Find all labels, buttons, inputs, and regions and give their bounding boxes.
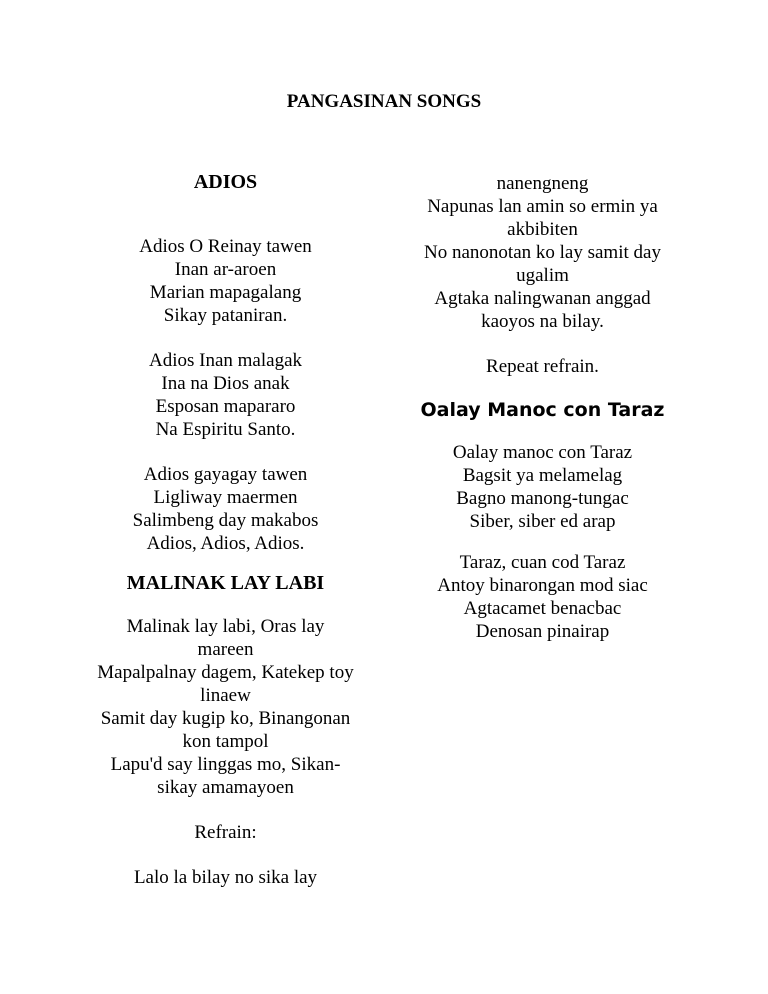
oalay-stanza-1 (405, 441, 680, 533)
lyric-line: Adios O Reinay tawen (139, 236, 312, 257)
lyric-line: nanengneng (496, 173, 589, 194)
lyric-line: Salimbeng day makabos (132, 510, 319, 531)
lyric-line: Ina na Dios anak (161, 373, 290, 394)
lyric-line: Lapu'd say linggas mo, Sikan- (110, 754, 341, 775)
lyric-line: Napunas lan amin so ermin ya (427, 196, 658, 217)
lyric-line: linaew (200, 685, 251, 706)
lyric-line: sikay amamayoen (157, 777, 294, 798)
lyric-line: kaoyos na bilay. (481, 311, 604, 332)
lyric-line: Malinak lay labi, Oras lay (126, 616, 325, 637)
malinak-continuation (405, 172, 680, 333)
lyric-line: Oalay manoc con Taraz (452, 442, 633, 463)
lyric-line: Adios gayagay tawen (143, 464, 308, 485)
lyric-line: ugalim (516, 265, 569, 286)
lyric-line: Adios, Adios, Adios. (146, 533, 305, 554)
lyric-line: Adios Inan malagak (148, 350, 302, 371)
lyric-line: Bagsit ya melamelag (462, 465, 623, 486)
lyric-line: Refrain: (194, 822, 257, 843)
lyric-line: Sikay pataniran. (163, 305, 288, 326)
lyric-line: Samit day kugip ko, Binangonan (100, 708, 351, 729)
lyric-line: Repeat refrain. (486, 356, 599, 377)
lyric-line: Siber, siber ed arap (469, 511, 616, 532)
lyric-line: Taraz, cuan cod Taraz (459, 552, 626, 573)
lyric-line: Esposan mapararo (155, 396, 296, 417)
adios-stanza-3 (84, 463, 367, 555)
song-title-adios: ADIOS (193, 171, 258, 193)
adios-stanza-2 (84, 349, 367, 441)
repeat-refrain-note (405, 355, 680, 378)
adios-stanza-1 (84, 235, 367, 327)
lyric-line: Marian mapagalang (149, 282, 302, 303)
lyric-line: mareen (197, 639, 254, 660)
lyric-line: No nanonotan ko lay samit day (424, 242, 661, 263)
lyric-line: Agtacamet benacbac (463, 598, 622, 619)
right-column (405, 172, 680, 643)
lyric-line: Antoy binarongan mod siac (437, 575, 648, 596)
lyric-line: Ligliway maermen (153, 487, 298, 508)
lyric-line: Bagno manong-tungac (456, 488, 629, 509)
lyric-line: Denosan pinairap (475, 621, 610, 642)
lyric-line: Agtaka nalingwanan anggad (434, 288, 651, 309)
song-title-malinak-lay-labi: MALINAK LAY LABI (126, 572, 325, 594)
lyric-line: akbibiten (507, 219, 578, 240)
lyric-line: kon tampol (182, 731, 269, 752)
lyric-line: Mapalpalnay dagem, Katekep toy (97, 662, 354, 683)
lyric-line: Na Espiritu Santo. (155, 419, 296, 440)
refrain-label (84, 821, 367, 844)
left-column (84, 170, 367, 889)
song-title-oalay-manoc-con-taraz: Oalay Manoc con Taraz (420, 399, 665, 421)
oalay-stanza-2 (405, 551, 680, 643)
lyric-line: Inan ar-aroen (174, 259, 277, 280)
malinak-stanza-1 (84, 615, 367, 799)
page-title: PANGASINAN SONGS (286, 91, 482, 112)
lyric-line: Lalo la bilay no sika lay (133, 867, 318, 888)
malinak-stanza-refrain (84, 866, 367, 889)
